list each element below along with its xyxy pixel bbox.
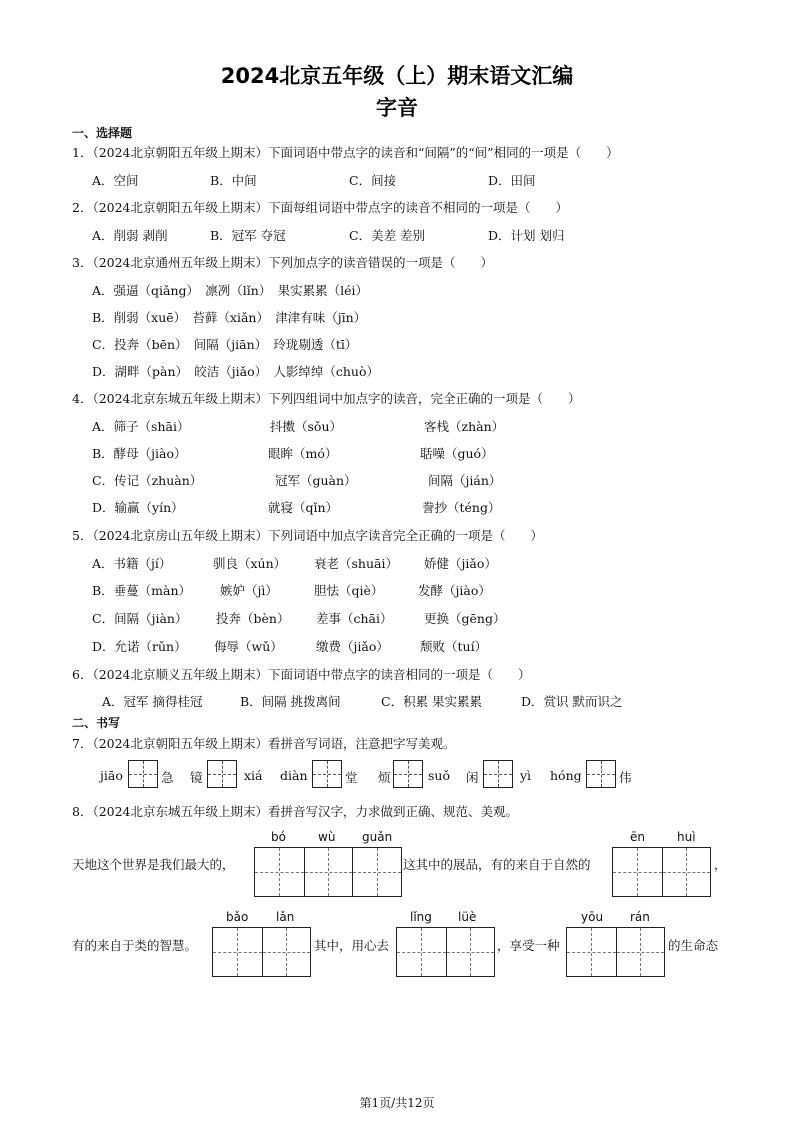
question-4-b-3: 聒噪（guó） (420, 446, 494, 461)
page-subtitle: 字音 (376, 96, 418, 120)
question-2-option-a: A．削弱 剥削 (92, 228, 168, 243)
section-heading-choice: 一、选择题 (72, 126, 133, 140)
question-1-stem: 1．（2024北京朝阳五年级上期末）下面词语中带点字的读音和“间隔”的“间”相同的一项是（ ） (72, 145, 619, 160)
question-4-d-2: 就寝（qǐn） (268, 500, 339, 515)
question-3-option-c: C．投奔（bēn） 间隔（jiān） 玲珑剔透（tī） (92, 337, 358, 352)
q7-item-1-grid[interactable] (128, 760, 158, 788)
q8-pinyin-hui: huì (677, 830, 696, 844)
question-2-option-b: B．冠军 夺冠 (210, 228, 286, 243)
q7-item-4-char: 烦 (378, 770, 391, 785)
question-5-c-3: 差事（chāi） (316, 611, 393, 626)
question-5-d-1: D．允诺（rǔn） (92, 639, 187, 654)
question-4-b-1: B．酵母（jiào） (92, 446, 187, 461)
section-heading-writing: 二、书写 (72, 716, 121, 730)
question-6-option-c: C．积累 果实累累 (381, 694, 483, 709)
question-5-c-2: 投奔（bèn） (216, 611, 290, 626)
q7-item-4-grid[interactable] (393, 760, 423, 788)
q7-item-2-grid[interactable] (207, 760, 237, 788)
question-4-c-3: 间隔（jián） (428, 473, 502, 488)
question-5-a-2: 驯良（xún） (213, 556, 287, 571)
question-8-stem: 8．（2024北京东城五年级上期末）看拼音写汉字，力求做到正确、规范、美观。 (72, 804, 519, 819)
q7-item-3-pinyin: diàn (280, 768, 308, 783)
q7-item-2-char: 镜 (190, 770, 203, 785)
question-3-option-a: A．强逼（qiǎng） 凛冽（lǐn） 果实累累（léi） (92, 283, 368, 298)
question-7-stem: 7．（2024北京朝阳五年级上期末）看拼音写词语，注意把字写美观。 (72, 736, 456, 751)
q8-line2-text-d: 的生命态 (668, 938, 719, 953)
q8-pinyin-you: yōu (581, 910, 604, 924)
q7-item-2-pinyin: xiá (244, 768, 263, 783)
q8-line2-text-b: 其中，用心去 (314, 938, 390, 953)
q7-item-5-char: 闲 (466, 770, 479, 785)
question-1-option-d: D．田间 (488, 173, 536, 188)
q7-item-1-pinyin: jiāo (100, 768, 123, 783)
question-5-a-4: 娇健（jiǎo） (424, 556, 497, 571)
q8-line1-text-b: 这其中的展品，有的来自于自然的 (403, 857, 591, 872)
q8-pinyin-guan: guǎn (362, 830, 393, 844)
question-4-d-3: 誊抄（téng） (422, 500, 501, 515)
question-6-option-d: D．赏识 默而识之 (521, 694, 623, 709)
question-2-option-c: C．美差 差别 (349, 228, 426, 243)
q8-grid-youran[interactable] (566, 927, 665, 977)
page-footer: 第1页/共12页 (359, 1096, 435, 1110)
question-5-d-2: 侮辱（wǔ） (214, 639, 283, 654)
q7-item-5-pinyin: yì (520, 768, 532, 783)
question-4-a-1: A．筛子（shāi） (92, 419, 190, 434)
question-5-b-1: B．垂蔓（màn） (92, 583, 192, 598)
q8-line1-text-a: 天地这个世界是我们最大的， (72, 857, 235, 872)
question-5-b-4: 发酵（jiào） (418, 583, 491, 598)
question-3-stem: 3．（2024北京通州五年级上期末）下列加点字的读音错误的一项是（ ） (72, 255, 494, 270)
question-5-stem: 5．（2024北京房山五年级上期末）下列词语中加点字读音完全正确的一项是（ ） (72, 528, 544, 543)
question-5-d-3: 缴费（jiǎo） (316, 639, 389, 654)
q8-pinyin-ran: rán (630, 910, 650, 924)
q7-item-6-grid[interactable] (586, 760, 616, 788)
question-5-a-1: A．书籍（jí） (92, 556, 172, 571)
q8-grid-baolan[interactable] (212, 927, 311, 977)
q7-item-4-pinyin: suǒ (428, 768, 450, 783)
question-2-option-d: D．计划 划归 (488, 228, 565, 243)
q8-pinyin-bao: bǎo (226, 910, 249, 924)
q8-pinyin-lan: lǎn (276, 910, 295, 924)
page-title: 2024北京五年级（上）期末语文汇编 (220, 64, 574, 88)
question-1-option-b: B．中间 (210, 173, 257, 188)
question-6-option-b: B．间隔 挑拨离间 (240, 694, 341, 709)
question-4-a-3: 客栈（zhàn） (424, 419, 505, 434)
q8-pinyin-wu: wù (318, 830, 336, 844)
q8-grid-enhui[interactable] (612, 847, 711, 897)
q8-line2-text-c: ，享受一种 (497, 938, 560, 953)
question-3-option-d: D．湖畔（pàn） 皎洁（jiǎo） 人影绰绰（chuò） (92, 364, 380, 379)
q8-pinyin-en: ēn (630, 830, 645, 844)
question-4-a-2: 抖擞（sǒu） (270, 419, 342, 434)
question-4-c-2: 冠军（guàn） (275, 473, 357, 488)
q8-grid-bowuguan[interactable] (254, 847, 402, 897)
question-1-option-a: A．空间 (92, 173, 139, 188)
q7-item-3-grid[interactable] (312, 760, 342, 788)
question-4-b-2: 眼眸（mó） (268, 446, 338, 461)
q8-grid-linglue[interactable] (396, 927, 495, 977)
question-5-d-4: 颓败（tuí） (420, 639, 488, 654)
question-5-c-1: C．间隔（jiàn） (92, 611, 188, 626)
q8-pinyin-bo: bó (271, 830, 286, 844)
question-5-c-4: 更换（gēng） (424, 611, 506, 626)
question-5-b-2: 嫉妒（jì） (220, 583, 278, 598)
question-6-stem: 6．（2024北京顺义五年级上期末）下面词语中带点字的读音相同的一项是（ ） (72, 667, 531, 682)
question-5-a-3: 衰老（shuāi） (314, 556, 398, 571)
question-4-stem: 4．（2024北京东城五年级上期末）下列四组词中加点字的读音，完全正确的一项是（ ） (72, 391, 581, 406)
q7-item-5-grid[interactable] (483, 760, 513, 788)
q7-item-3-char: 堂 (345, 770, 358, 785)
question-5-b-3: 胆怯（qiè） (314, 583, 384, 598)
question-3-option-b: B．削弱（xuē） 苔藓（xiǎn） 津津有味（jīn） (92, 310, 367, 325)
q8-line1-text-c: ， (714, 857, 727, 872)
question-6-option-a: A．冠军 摘得桂冠 (102, 694, 203, 709)
q8-pinyin-lue: lüè (458, 910, 477, 924)
q8-pinyin-ling: lǐng (410, 910, 432, 924)
question-2-stem: 2．（2024北京朝阳五年级上期末）下面每组词语中带点字的读音不相同的一项是（ ） (72, 200, 569, 215)
q8-line2-text-a: 有的来自于类的智慧。 (72, 938, 198, 953)
question-4-d-1: D．输赢（yín） (92, 500, 184, 515)
q7-item-1-char: 急 (161, 770, 174, 785)
q7-item-6-pinyin: hóng (550, 768, 582, 783)
question-1-option-c: C．间接 (349, 173, 397, 188)
question-4-c-1: C．传记（zhuàn） (92, 473, 203, 488)
q7-item-6-char: 伟 (619, 770, 632, 785)
